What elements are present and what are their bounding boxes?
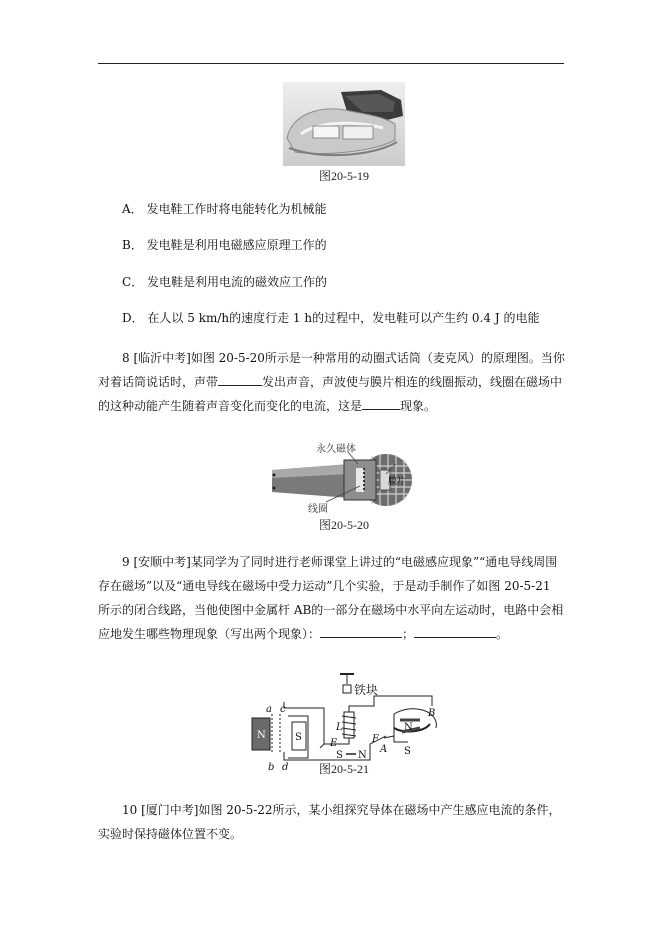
option-c: C． 发电鞋是利用电流的磁效应工作的 [122, 275, 327, 289]
option-b: B． 发电鞋是利用电磁感应原理工作的 [122, 238, 327, 252]
label-magnet: 永久磁体 [316, 444, 356, 455]
q9-end: 。 [496, 627, 509, 641]
letter-n-left: N [257, 730, 266, 741]
q8-blank-2[interactable] [362, 409, 400, 410]
shoe-photo [283, 82, 405, 166]
letter-a: a [266, 704, 272, 715]
q9-text: 9 [安顺中考]某同学为了同时进行老师课堂上讲过的“电磁感应现象”“通电导线周围存在磁场”以及“通电导线在磁场中受力运动”几个实验，于是动手制作了如图 20-5-21 所示的闭合线路，当他使图中金属杆 AB的一部分在磁场中水平向左运动时，电路中会相应地发生哪些物理现象（写出两个现象）： [98, 555, 564, 641]
letter-compass-s: S [336, 750, 343, 761]
figure-caption: 图20-5-20 [319, 518, 369, 532]
q9-blank-1[interactable] [320, 637, 402, 638]
figure-caption: 图20-5-19 [319, 169, 369, 183]
letter-c: c [280, 704, 286, 715]
q8-text-2: 发出声音，声波使与膜片相连的线圈振动，线圈在磁场中的这种动能产生随着声音变化而变化的电流，这是 [98, 375, 563, 413]
letter-s-mid: S [295, 732, 302, 743]
microphone-diagram [264, 440, 414, 516]
q8-text-3: 现象。 [400, 399, 437, 413]
circuit-diagram [244, 672, 444, 774]
figure-caption: 图20-5-21 [319, 762, 369, 776]
q8-text-1: 8 [临沂中考]如图 20-5-20所示是一种常用的动圈式话筒（麦克风）的原理图。当你对着话筒说话时，声带 [98, 351, 565, 389]
q8-blank-1[interactable] [218, 385, 262, 386]
letter-d: d [282, 762, 289, 773]
option-d: D． 在人以 5 km/h的速度行走 1 h的过程中，发电鞋可以产生约 0.4 J 的电能 [122, 311, 540, 325]
q9-separator: ； [402, 627, 415, 641]
letter-b-right: B [428, 708, 436, 719]
q9-blank-2[interactable] [414, 637, 496, 638]
letter-s-right: S [404, 746, 411, 757]
label-coil: 线圈 [308, 504, 328, 515]
question-9 [98, 550, 566, 646]
letter-n-right: N [404, 722, 413, 733]
letter-compass-n: N [358, 750, 367, 761]
letter-l: L [336, 722, 343, 733]
letter-f: F [372, 734, 379, 745]
header-rule [98, 63, 564, 64]
letter-e: E [330, 738, 338, 749]
letter-a-right: A [380, 744, 388, 755]
question-10: 10 [厦门中考]如图 20-5-22所示，某小组探究导体在磁场中产生感应电流的条件，实验时保持磁体位置不变。 [98, 803, 561, 841]
label-iron-block: 铁块 [354, 683, 379, 697]
option-a: A． 发电鞋工作时将电能转化为机械能 [122, 202, 327, 216]
label-membrane: 膜片 [388, 477, 407, 487]
question-8 [98, 346, 566, 418]
letter-b: b [268, 762, 275, 773]
